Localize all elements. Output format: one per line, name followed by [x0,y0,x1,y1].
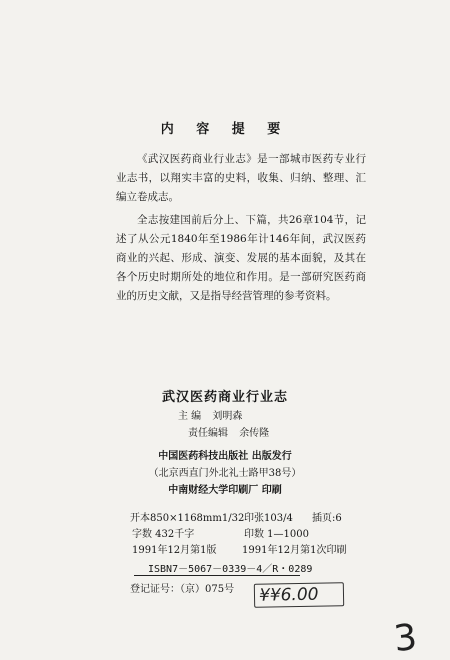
publisher-address: （北京西直门外北礼士路甲38号） [148,468,302,479]
responsible-editor-name: 余传隆 [239,428,270,439]
registration-number: 登记证号：（京）075号 [130,584,235,595]
printing-value: 1991年12月第1次印刷 [242,545,347,556]
isbn-rule [134,575,300,576]
word-count-value: 字数 432千字 [132,529,195,540]
publisher-line: 中国医药科技出版社 出版发行 [158,451,292,462]
summary-paragraph-1: 《武汉医药商业行业志》是一部城市医药专业行业志书，以翔实丰富的史料，收集、归纳、整理、汇编立卷成志。 [116,153,366,203]
summary-heading: 内 容 提 要 [160,122,290,137]
chief-editor-name: 刘明森 [212,411,243,422]
price-stamp: ¥¥6.00 [254,582,344,608]
summary-text [116,150,366,310]
plates-value: 插页:6 [312,513,342,524]
summary-paragraph-2: 全志按建国前后分上、下篇，共26章104节，记述了从公元1840年至1986年计146年间，武汉医药商业的兴起、形成、演变、发展的基本面貌，及其在各个历史时期所处的地位和作用。是一部研究医药商业的历史文献，又是指导经营管理的参考资料。 [116,214,366,302]
book-title: 武汉医药商业行业志 [161,390,288,405]
isbn: ISBN7－5067－0339－4／R・0289 [148,564,313,575]
format-value: 开本850×1168mm1/32 [130,513,245,524]
chief-editor-role: 主 编 [178,411,202,422]
edition-value: 1991年12月第1版 [132,545,217,556]
print-run-value: 印数 1—1000 [244,529,309,540]
responsible-editor-credit [188,424,269,439]
responsible-editor-role: 责任编辑 [188,428,228,439]
chief-editor-credit [178,407,242,422]
printer-line: 中南财经大学印刷厂 印刷 [168,485,282,496]
sheets-value: 印张103/4 [244,513,293,524]
handwritten-page-mark: 3 [391,616,419,660]
